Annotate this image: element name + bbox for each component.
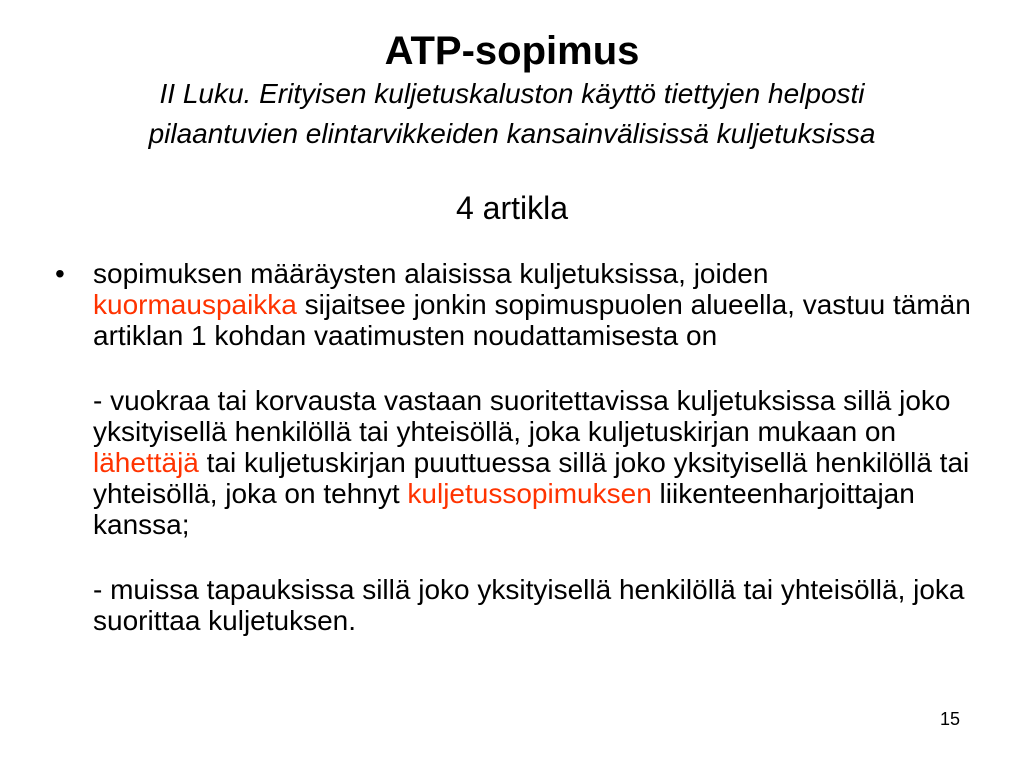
highlight-kuormauspaikka: kuormauspaikka xyxy=(93,289,297,320)
paragraph-1-text-2: sijaitsee jonkin sopimuspuolen alueella, vastuu tämän artiklan 1 kohdan vaatimusten noudattamisesta on xyxy=(93,289,971,351)
article-heading: 4 artikla xyxy=(455,190,569,226)
highlight-lahettaja: lähettäjä xyxy=(93,447,199,478)
paragraph-2-text-3: liikenteenharjoittajan kanssa; xyxy=(93,478,915,540)
paragraph-3: - muissa tapauksissa sillä joko yksityisellä henkilöllä tai yhteisöllä, joka suorittaa kuljetuksen. xyxy=(93,574,965,636)
paragraph-1-text-1: sopimuksen määräysten alaisissa kuljetuksissa, joiden xyxy=(93,258,769,289)
slide-title: ATP-sopimus xyxy=(384,29,640,73)
paragraph-2-text-1: - vuokraa tai korvausta vastaan suoritettavissa kuljetuksissa sillä joko yksityisellä henkilöllä tai yhteisöllä, joka kuljetuskirjan mukaan on xyxy=(93,385,951,447)
bullet-item xyxy=(55,258,975,351)
paragraph-2 xyxy=(55,385,975,540)
page-number: 15 xyxy=(939,709,960,729)
slide-subtitle-line-1: II Luku. Erityisen kuljetuskaluston käyttö tiettyjen helposti xyxy=(159,78,865,109)
paragraph-2-text-2: tai kuljetuskirjan puuttuessa sillä joko yksityisellä henkilöllä tai yhteisöllä, joka on tehnyt xyxy=(93,447,970,509)
title-block xyxy=(40,28,984,154)
slide-body xyxy=(55,258,975,636)
slide-subtitle-line-2: pilaantuvien elintarvikkeiden kansainvälisissä kuljetuksissa xyxy=(148,118,876,149)
bullet-icon: • xyxy=(55,258,65,289)
paragraph-1 xyxy=(93,258,975,351)
highlight-kuljetussopimuksen: kuljetussopimuksen xyxy=(407,478,652,509)
